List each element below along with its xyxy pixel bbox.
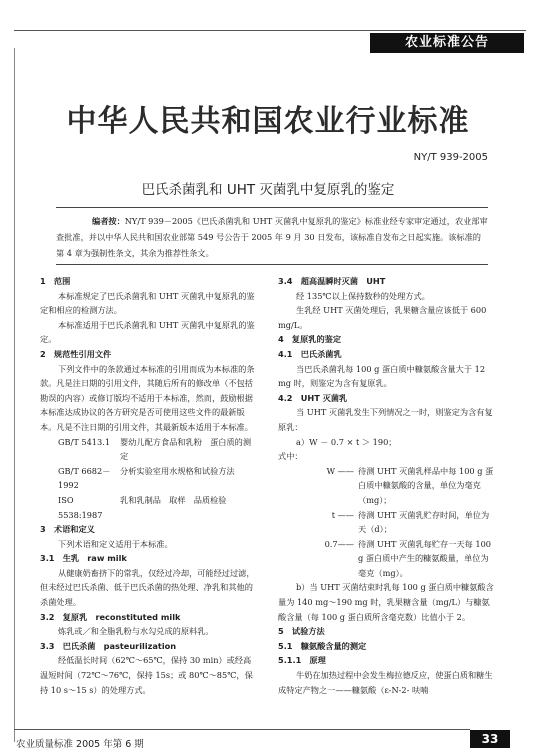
note-bottom-rule (56, 264, 488, 265)
symbol: 0.7—— (324, 538, 354, 549)
heading-3-4: 3.4 超高温瞬时灭菌 UHT (278, 276, 386, 286)
reference-code: ISO 5538:1987 (58, 494, 103, 520)
formula-intro: 式中： (278, 451, 303, 462)
editor-note (56, 213, 488, 261)
reference-title: 婴幼儿配方食品和乳粉 蛋白质的测定 (120, 436, 252, 462)
reference-title: 乳和乳制品 取样 品质检验 (120, 494, 227, 505)
heading-1: 1 范围 (40, 276, 71, 286)
page-number: 33 (470, 730, 510, 748)
heading-4-2: 4.2 UHT 灭菌乳 (278, 392, 348, 403)
paragraph: 本标准适用于巴氏杀菌乳和 UHT 灭菌乳中复原乳的鉴定。 (40, 319, 255, 345)
condition-a: a）W － 0.7 × t ＞ 190； (296, 436, 397, 447)
editor-note-label: 编者按： (92, 216, 125, 226)
left-column (40, 274, 258, 697)
left-frame-line (14, 48, 15, 742)
heading-5-1: 5.1 糠氨酸含量的测定 (278, 640, 367, 651)
symbol: t —— (331, 509, 354, 520)
heading-3-3: 3.3 巴氏杀菌 pasteurilization (40, 640, 177, 651)
condition-b: b）当 UHT 灭菌结束时乳每 100 g 蛋白质中糠氨酸含量为 140 mg～190 mg 时，乳果糖含量（mg/L）与糠氨酸含量（每 100 g 蛋白质所含毫克数）比值小于 2。 (278, 582, 494, 622)
symbol: W —— (326, 465, 354, 476)
symbol-definition (278, 464, 496, 508)
heading-4: 4 复原乳的鉴定 (278, 334, 342, 345)
heading-4-1: 4.1 巴氏杀菌乳 (278, 348, 342, 359)
standard-number: NY/T 939-2005 (413, 152, 488, 163)
main-title: 中华人民共和国农业行业标准 (66, 104, 470, 139)
section-tag: 农业标准公告 (370, 33, 524, 53)
paragraph: 当巴氏杀菌乳每 100 g 蛋白质中糠氨酸含量大于 12 mg 时，则鉴定为含有复原乳。 (278, 363, 486, 389)
note-top-rule (56, 207, 488, 208)
symbol-text: 待测 UHT 灭菌乳贮存时间，单位为天（d）； (358, 509, 490, 535)
paragraph: 牛奶在加热过程中会发生梅拉德反应，使蛋白质和糖生成特定产物之一——糠氨酸（ε-N-2- 呋喃 (278, 670, 493, 695)
reference-code: GB/T 5413.1 (58, 436, 111, 447)
heading-3-2: 3.2 复原乳 reconstituted milk (40, 611, 181, 622)
paragraph: 经低温长时间（62℃～65℃，保持 30 min）或经高温短时间（72℃～76℃，保持 15s；或 80℃～85℃，保持 10 s～15 s）的处理方式。 (40, 655, 253, 695)
paragraph: 生乳经 UHT 灭菌处理后，乳果糖含量应该低于 600 mg/L。 (278, 305, 487, 330)
paragraph: 下列文件中的条款通过本标准的引用而成为本标准的条款。凡是注日期的引用文件，其随后所有的修改单（不包括勘误的内容）或修订版均不适用于本标准，然而，鼓励根据本标准达成协议的各方研究是否可使用这些文件的最新版本。凡是不注日期的引用文件，其最新版本适用于本标准。 (40, 363, 255, 432)
heading-2: 2 规范性引用文件 (40, 348, 112, 359)
footer-rule (14, 729, 470, 730)
symbol-text: 待测 UHT 灭菌乳样品中每 100 g 蛋白质中糠氨酸的含量，单位为毫克（mg）； (358, 465, 494, 505)
journal-footer: 农业质量标准 2005 年第 6 期 (16, 739, 144, 750)
paragraph: 经 135℃以上保持数秒的处理方式。 (296, 290, 430, 301)
paragraph: 下列术语和定义适用于本标准。 (58, 538, 173, 549)
heading-5-1-1: 5.1.1 原理 (278, 655, 326, 666)
paragraph: 本标准规定了巴氏杀菌乳和 UHT 灭菌乳中复原乳的鉴定和相应的检测方法。 (40, 290, 255, 316)
right-column (278, 274, 496, 697)
heading-3: 3 术语和定义 (40, 524, 95, 535)
heading-5: 5 试验方法 (278, 626, 325, 637)
reference-item (40, 435, 258, 464)
symbol-definition (278, 508, 496, 537)
paragraph: 当 UHT 灭菌乳发生下列情况之一时，则鉴定为含有复原乳： (278, 407, 493, 432)
header-rule (14, 30, 526, 31)
editor-note-text: NY/T 939－2005《巴氏杀菌乳和 UHT 灭菌乳中复原乳的鉴定》标准业经专家审定通过，农业部审查批准，并以中华人民共和国农业部第 549 号公告于 2005 年 9 月 30 日发布，该标准自发布之日起实施。该标准的第 4 章为强制性条文，其余为推荐性条文。 (56, 216, 488, 258)
heading-3-1: 3.1 生乳 raw milk (40, 553, 127, 564)
subtitle: 巴氏杀菌乳和 UHT 灭菌乳中复原乳的鉴定 (141, 182, 395, 198)
symbol-definition (278, 537, 496, 581)
reference-code: GB/T 6682－1992 (58, 465, 111, 491)
reference-item (40, 464, 258, 493)
reference-item (40, 493, 258, 522)
paragraph: 炼乳或／和全脂乳粉与水勾兑成的原料乳。 (58, 626, 214, 637)
symbol-text: 待测 UHT 灭菌乳每贮存一天每 100 g 蛋白质中产生的糠氨酸量，单位为毫克（mg）。 (358, 538, 491, 578)
paragraph: 从健康奶畜挤下的常乳，仅经过冷却，可能经过过滤，但未经过巴氏杀菌、低于巴氏杀菌的热处理、净乳和其他的杀菌处理。 (40, 567, 255, 608)
reference-title: 分析实验室用水规格和试验方法 (120, 465, 235, 476)
